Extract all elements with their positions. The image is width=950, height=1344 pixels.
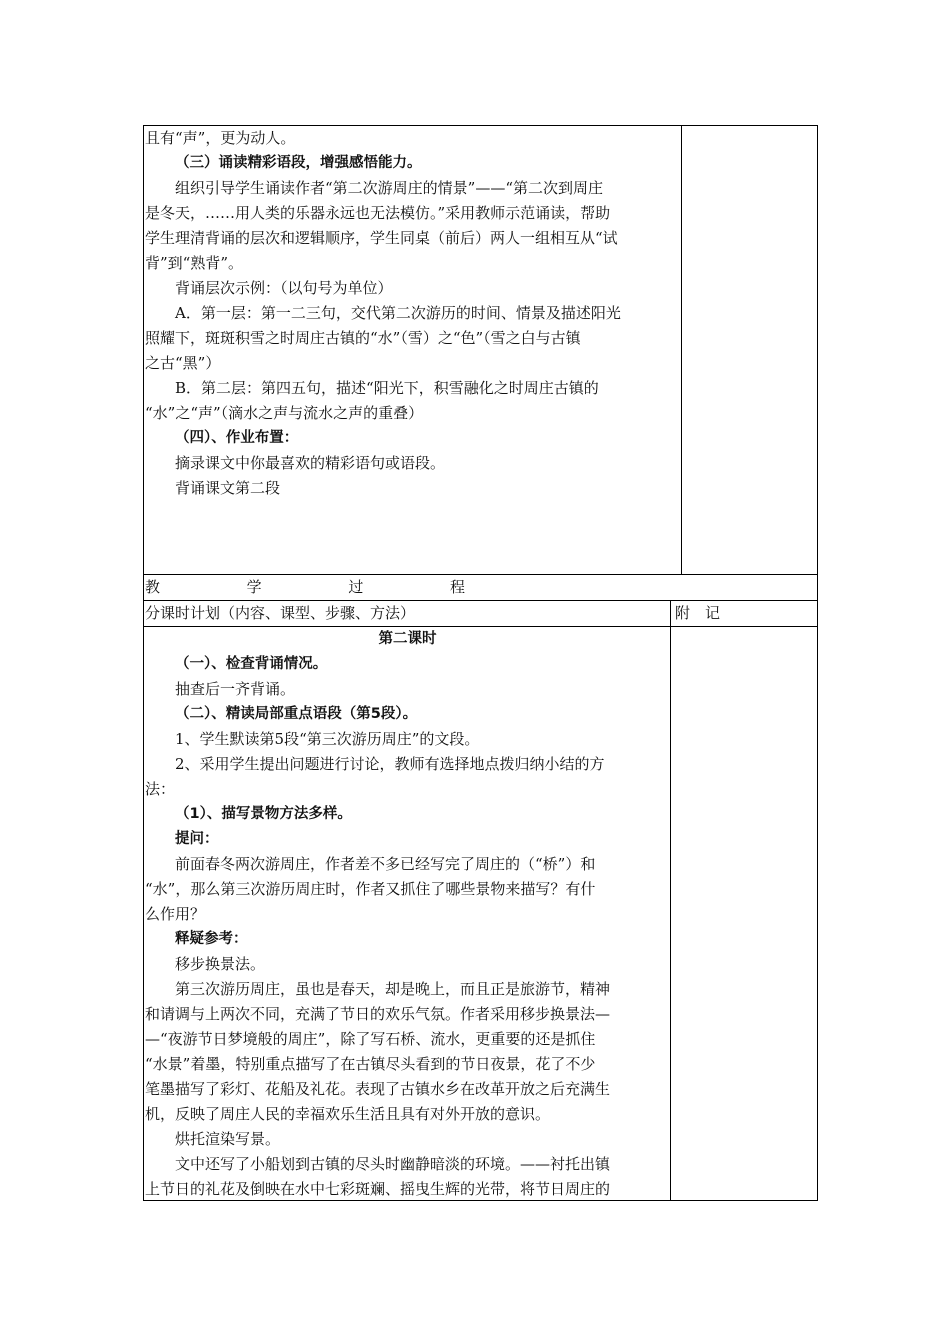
s2-line-8: 前面春冬两次游周庄，作者差不多已经写完了周庄的（“桥”）和: [175, 855, 596, 873]
s1-line-5: 背”到“熟背”。: [145, 254, 244, 272]
s2-subheading-1: （1）、描写景物方法多样。: [175, 806, 352, 822]
s1-line-3: 是冬天，……用人类的乐器永远也无法模仿。”采用教师示范诵读，帮助: [145, 204, 611, 222]
process-char-4: 程: [449, 578, 465, 596]
s1-line-11: “水”之“声”（滴水之声与流水之声的重叠）: [145, 404, 424, 422]
s1-line-14: 背诵课文第二段: [175, 479, 281, 497]
s1-line-13: 摘录课文中你最喜欢的精彩语句或语段。: [175, 454, 446, 472]
s1-line-6: 背诵层次示例：（以句号为单位）: [175, 279, 393, 297]
s1-line-4: 学生理清背诵的层次和逻辑顺序，学生同桌（前后）两人一组相互从“试: [145, 229, 618, 247]
plan-label: 分课时计划（内容、课型、步骤、方法）: [145, 604, 416, 622]
s2-line-20: 文中还写了小船划到古镇的尽头时幽静暗淡的环境。——衬托出镇: [175, 1155, 611, 1173]
s1-line-0: 且有“声”，更为动人。: [145, 129, 296, 147]
s1-heading-4: （四）、作业布置：: [175, 430, 299, 446]
s2-line-9: “水”，那么第三次游历周庄时，作者又抓住了哪些景物来描写？有什: [145, 880, 596, 898]
s2-line-12: 移步换景法。: [175, 955, 266, 973]
s2-line-13: 第三次游历周庄，虽也是春天，却是晚上，而且正是旅游节，精神: [175, 980, 611, 998]
s2-line-14: 和请调与上两次不同，充满了节日的欢乐气氛。作者采用移步换景法—: [145, 1005, 611, 1023]
process-char-3: 过: [348, 578, 364, 596]
s2-line-18: 机，反映了周庄人民的幸福欢乐生活且具有对外开放的意识。: [145, 1105, 551, 1123]
upper-notes-divider: [681, 125, 682, 574]
s2-line-3: 1、学生默读第5段“第三次游历周庄”的文段。: [175, 730, 480, 748]
s2-answer-label: 释疑参考：: [175, 931, 248, 947]
s2-line-17: 笔墨描写了彩灯、花船及礼花。表现了古镇水乡在改革开放之后充满生: [145, 1080, 611, 1098]
s1-line-7: A．第一层：第一二三句，交代第二次游历的时间、情景及描述阳光: [175, 304, 621, 322]
s2-line-16: “水景”着墨，特别重点描写了在古镇尽头看到的节日夜景，花了不少: [145, 1055, 596, 1073]
s1-line-9: 之古“黑”）: [145, 354, 221, 372]
note-label: 附 记: [675, 604, 721, 622]
s2-question-label: 提问：: [175, 831, 219, 847]
s2-line-5: 法：: [145, 780, 176, 798]
teaching-process-header: [145, 575, 465, 600]
s2-heading-1: （一）、检查背诵情况。: [175, 656, 328, 672]
s1-heading-3: （三）诵读精彩语段，增强感悟能力。: [175, 155, 422, 171]
process-char-2: 学: [246, 578, 262, 596]
s2-line-1: 抽查后一齐背诵。: [175, 680, 296, 698]
s1-line-8: 照耀下，斑斑积雪之时周庄古镇的“水”（雪）之“色”（雪之白与古镇: [145, 329, 581, 347]
process-char-1: 教: [145, 578, 161, 596]
s1-line-2: 组织引导学生诵读作者“第二次游周庄的情景”——“第二次到周庄: [175, 179, 604, 197]
lower-notes-divider: [670, 600, 671, 1201]
lesson-title: 第二课时: [378, 631, 437, 647]
s2-line-4: 2、采用学生提出问题进行讨论，教师有选择地点拨归纳小结的方: [175, 755, 605, 773]
s1-line-10: B．第二层：第四五句，描述“阳光下，积雪融化之时周庄古镇的: [175, 379, 599, 397]
s2-heading-2: （二）、精读局部重点语段（第5段）。: [175, 706, 418, 722]
s2-line-19: 烘托渲染写景。: [175, 1130, 281, 1148]
s2-line-21: 上节日的礼花及倒映在水中七彩斑斓、摇曳生辉的光带，将节日周庄的: [145, 1180, 611, 1198]
s2-line-10: 么作用？: [145, 905, 206, 923]
s2-line-15: —“夜游节日梦境般的周庄”，除了写石桥、流水，更重要的还是抓住: [145, 1030, 596, 1048]
